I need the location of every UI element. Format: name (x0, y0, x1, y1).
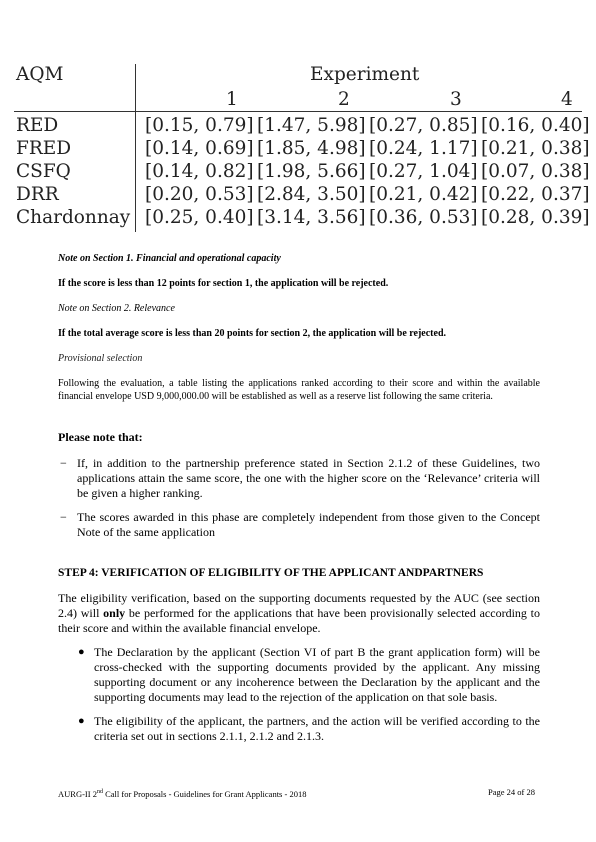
footer-page-number: Page 24 of 28 (488, 787, 535, 797)
list-item (78, 714, 540, 744)
table-cell: [0.22, 0.37] (481, 184, 590, 205)
table-cell: [0.16, 0.40] (481, 115, 590, 136)
table-cell: [0.07, 0.38] (481, 161, 590, 182)
table-cell: [2.84, 3.50] (257, 184, 366, 205)
note-section-2-heading: Note on Section 2. Relevance (58, 303, 175, 314)
table-cell: [0.24, 1.17] (369, 138, 478, 159)
list-item-text: The Declaration by the applicant (Section VI of part B the grant application form) will be cross-checked with the supporting documents provided by the applicant. Any missing supporting document or any incoherence between the Declaration by the applicant and the supporting documents may lead to the rejection of the application on that sole basis. (94, 645, 540, 704)
step-4-heading: STEP 4: VERIFICATION OF ELIGIBILITY OF THE APPLICANT ANDPARTNERS (58, 567, 484, 579)
note-section-2-rule: If the total average score is less than 20 points for section 2, the application will be rejected. (58, 328, 447, 339)
table-cell: [1.47, 5.98] (257, 115, 366, 136)
table-cell: [0.36, 0.53] (369, 207, 478, 228)
please-note-heading: Please note that: (58, 430, 143, 444)
table-row-label: RED (16, 115, 59, 136)
dash-marker: − (60, 456, 67, 470)
note-section-1-rule: If the score is less than 12 points for section 1, the application will be rejected. (58, 278, 389, 289)
table-header-experiment: Experiment (310, 64, 420, 85)
footer-left: AURG-II 2nd Call for Proposals - Guidelines for Grant Applicants - 2018 (58, 788, 307, 799)
table-cell: [1.98, 5.66] (257, 161, 366, 182)
table-cell: [0.27, 1.04] (369, 161, 478, 182)
table-column-1: 1 (226, 89, 238, 110)
step-4-intro: The eligibility verification, based on the supporting documents requested by the AUC (see section 2.4) will only be performed for the applications that have been provisionally selected according to their score and within the available financial envelope. (58, 591, 540, 635)
table-cell: [0.20, 0.53] (145, 184, 254, 205)
bullet-marker: ● (78, 715, 85, 727)
bullet-marker: ● (78, 646, 85, 658)
table-row-label: DRR (16, 184, 59, 205)
table-cell: [0.28, 0.39] (481, 207, 590, 228)
table-header-rule (14, 111, 582, 112)
table-vertical-rule (135, 64, 136, 232)
table-cell: [0.21, 0.42] (369, 184, 478, 205)
table-cell: [0.15, 0.79] (145, 115, 254, 136)
note-section-1-heading: Note on Section 1. Financial and operational capacity (58, 253, 281, 264)
dash-marker: − (60, 510, 67, 524)
table-column-4: 4 (561, 89, 573, 110)
table-cell: [0.14, 0.82] (145, 161, 254, 182)
table-cell: [1.85, 4.98] (257, 138, 366, 159)
table-row-label: FRED (16, 138, 72, 159)
table-row-label: CSFQ (16, 161, 71, 182)
list-item (58, 510, 540, 540)
table-column-3: 3 (450, 89, 462, 110)
table-cell: [0.21, 0.38] (481, 138, 590, 159)
list-item (58, 456, 540, 501)
table-cell: [0.25, 0.40] (145, 207, 254, 228)
list-item (78, 645, 540, 705)
provisional-selection-heading: Provisional selection (58, 353, 143, 364)
table-header-aqm: AQM (16, 64, 64, 85)
aqm-experiment-table (14, 58, 590, 238)
list-item-text: The scores awarded in this phase are completely independent from those given to the Concept Note of the same application (77, 510, 540, 539)
table-column-2: 2 (338, 89, 350, 110)
table-cell: [0.14, 0.69] (145, 138, 254, 159)
provisional-selection-text: Following the evaluation, a table listing the applications ranked according to their score and within the available financial envelope USD 9,000,000.00 will be established as well as a reserve list following the same criteria. (58, 378, 540, 402)
table-cell: [0.27, 0.85] (369, 115, 478, 136)
list-item-text: If, in addition to the partnership preference stated in Section 2.1.2 of these Guidelines, two applications attain the same score, the one with the higher score on the ‘Relevance’ criteria will be given a higher ranking. (77, 456, 540, 500)
table-cell: [3.14, 3.56] (257, 207, 366, 228)
list-item-text: The eligibility of the applicant, the partners, and the action will be verified according to the criteria set out in sections 2.1.1, 2.1.2 and 2.1.3. (94, 714, 540, 743)
table-row-label: Chardonnay (16, 207, 131, 228)
